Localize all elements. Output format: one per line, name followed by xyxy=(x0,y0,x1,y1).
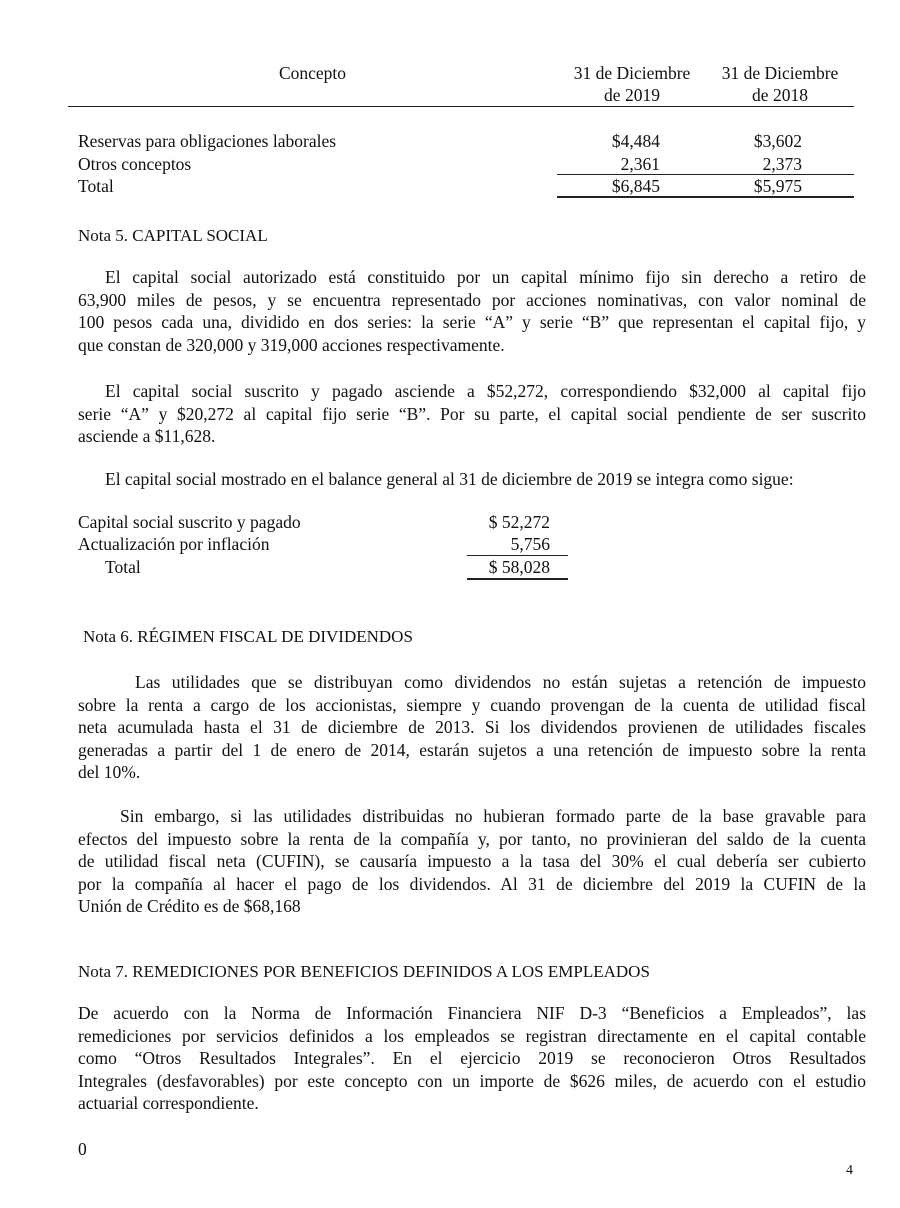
nota5-heading: Nota 5. CAPITAL SOCIAL xyxy=(78,226,268,245)
table1-header-rule xyxy=(68,106,854,107)
paragraph-line: Unión de Crédito es de $68,168 xyxy=(78,896,301,916)
paragraph-line: por la compañía al hacer el pago de los dividendos. Al 31 de diciembre del 2019 la CUFIN de la xyxy=(78,873,866,894)
paragraph-line: 100 pesos cada una, dividido en dos series: la serie “A” y serie “B” que representan el capital fijo, y xyxy=(78,312,866,332)
capital-total-label: Total xyxy=(105,557,141,577)
paragraph-line: actuarial correspondiente. xyxy=(78,1093,259,1113)
nota6-paragraph-1 xyxy=(78,671,866,784)
paragraph-line: 63,900 miles de pesos, y se encuentra representado por acciones nominativas, con valor nominal de xyxy=(78,289,866,310)
table1-header-2018-line2: de 2018 xyxy=(752,85,808,105)
table1-header-concepto: Concepto xyxy=(278,63,347,83)
paragraph-line: El capital social suscrito y pagado asciende a $52,272, correspondiendo $32,000 al capital fijo xyxy=(105,381,866,401)
table1-row-value-2018: 2,373 xyxy=(762,154,802,174)
paragraph-line: serie “A” y $20,272 al capital fijo serie “B”. Por su parte, el capital social pendiente de ser suscrito xyxy=(78,403,866,424)
footer-left-mark: 0 xyxy=(78,1139,87,1159)
paragraph-line: remediciones por servicios definidos a los empleados se registran directamente en el capital contable xyxy=(78,1025,866,1046)
capital-row-value: 5,756 xyxy=(510,534,550,554)
paragraph-line: Las utilidades que se distribuyan como dividendos no están sujetas a retención de impuesto xyxy=(135,672,866,692)
capital-total-value: $ 58,028 xyxy=(488,557,550,577)
page-number: 4 xyxy=(846,1163,853,1178)
table1-total-2018: $5,975 xyxy=(753,176,802,196)
nota7-heading: Nota 7. REMEDICIONES POR BENEFICIOS DEFINIDOS A LOS EMPLEADOS xyxy=(78,962,650,981)
nota6-heading: Nota 6. RÉGIMEN FISCAL DE DIVIDENDOS xyxy=(83,627,413,646)
capital-row-label: Capital social suscrito y pagado xyxy=(78,512,301,532)
paragraph-line: como “Otros Resultados Integrales”. En el ejercicio 2019 se reconocieron Otros Resultados xyxy=(78,1048,866,1068)
table1-total-label: Total xyxy=(78,176,114,196)
nota5-paragraph-2 xyxy=(78,380,866,448)
table1-total-rule xyxy=(557,196,854,198)
nota7-paragraph-1 xyxy=(78,1002,866,1115)
capital-row-label: Actualización por inflación xyxy=(78,534,270,554)
nota5-paragraph-3: El capital social mostrado en el balance general al 31 de diciembre de 2019 se integra como sigue: xyxy=(105,469,794,489)
nota5-paragraph-1 xyxy=(78,266,866,356)
table1-row-label: Otros conceptos xyxy=(78,154,192,174)
paragraph-line: que constan de 320,000 y 319,000 acciones respectivamente. xyxy=(78,334,505,355)
nota6-paragraph-2 xyxy=(78,805,866,918)
table1-header-2019-line1: 31 de Diciembre xyxy=(573,63,691,83)
paragraph-line: De acuerdo con la Norma de Información Financiera NIF D-3 “Beneficios a Empleados”, las xyxy=(78,1003,866,1023)
capital-row-value: $ 52,272 xyxy=(488,512,550,532)
paragraph-line: asciende a $11,628. xyxy=(78,426,216,446)
paragraph-line: Sin embargo, si las utilidades distribuidas no hubieran formado parte de la base gravable para xyxy=(120,806,866,826)
table1-header-2018-line1: 31 de Diciembre xyxy=(721,63,839,83)
paragraph-line: Integrales (desfavorables) por este concepto con un importe de $626 miles, de acuerdo con el estudio xyxy=(78,1070,866,1091)
table1-row-label: Reservas para obligaciones laborales xyxy=(78,131,337,151)
paragraph-line: generadas a partir del 1 de enero de 2014, estarán sujetos a una retención de impuesto sobre la renta xyxy=(78,739,866,760)
table1-header-2019-line2: de 2019 xyxy=(604,85,660,105)
paragraph-line: El capital social autorizado está constituido por un capital mínimo fijo sin derecho a retiro de xyxy=(105,267,866,287)
paragraph-line: de utilidad fiscal neta (CUFIN), se causaría impuesto a la tasa del 30% el cual debería ser cubierto xyxy=(78,851,866,871)
paragraph-line: del 10%. xyxy=(78,762,141,782)
table1-total-2019: $6,845 xyxy=(611,176,660,196)
paragraph-line: neta acumulada hasta el 31 de diciembre de 2013. Si los dividendos provienen de utilidades fiscales xyxy=(78,717,866,737)
table1-row-value-2019: $4,484 xyxy=(611,131,660,151)
table1-row-value-2019: 2,361 xyxy=(620,154,660,174)
table1-row-value-2018: $3,602 xyxy=(753,131,802,151)
paragraph-line: efectos del impuesto sobre la renta de la compañía y, por tanto, no provinieran del saldo de la cuenta xyxy=(78,828,866,849)
paragraph-line: sobre la renta a cargo de los accionistas, siempre y cuando provengan de la cuenta de utilidad fiscal xyxy=(78,694,866,715)
capital-total-rule xyxy=(467,578,568,580)
